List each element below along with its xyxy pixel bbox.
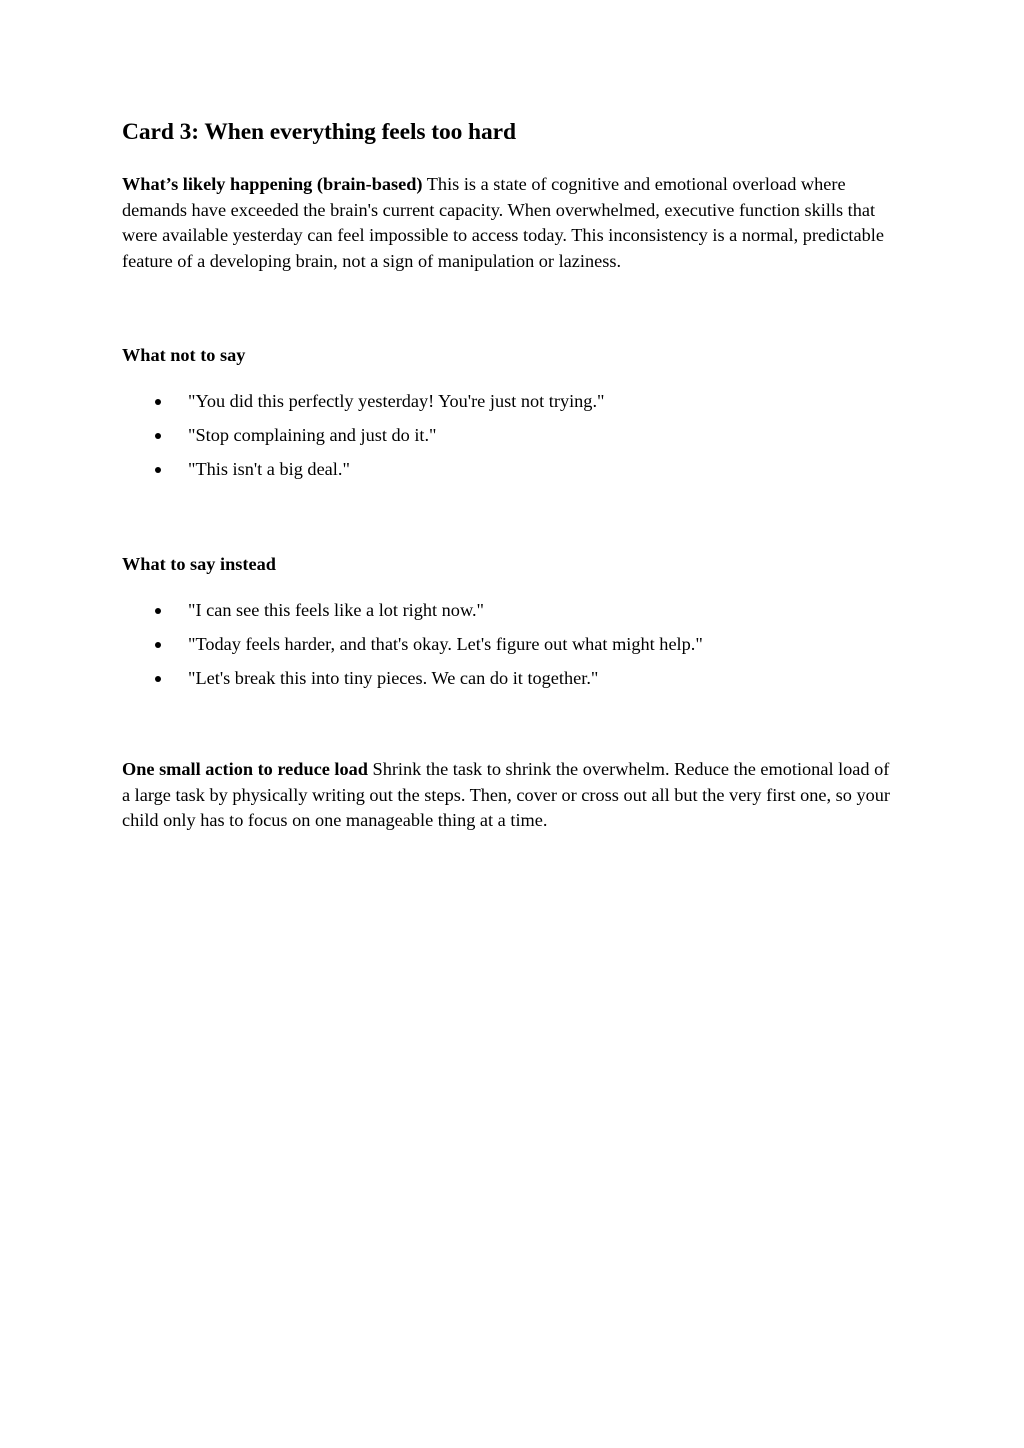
bullet-icon [155, 676, 161, 682]
list-item [122, 632, 895, 657]
list-item [122, 666, 895, 691]
closing-body-text: Shrink the task to shrink the overwhelm. Reduce the emotional load of a large task by physically writing out the steps. Then, cover or cross out all but the very first one, so your child only has to focus on one manageable thing at a time. [122, 759, 890, 831]
list-item [122, 423, 895, 448]
list-item-text: "Today feels harder, and that's okay. Let's figure out what might help." [188, 633, 703, 654]
section-heading-what-not-to-say: What not to say [122, 345, 246, 365]
page-title: Card 3: When everything feels too hard [122, 119, 516, 145]
bullet-icon [155, 399, 161, 405]
closing-lead-in: One small action to reduce load [122, 759, 368, 780]
closing-paragraph [122, 757, 895, 833]
list-item [122, 389, 895, 414]
list-item-text: "I can see this feels like a lot right now." [188, 600, 484, 621]
section-spacer [122, 691, 895, 757]
heading-spacer [122, 577, 895, 598]
bullet-icon [155, 642, 161, 648]
list-item [122, 598, 895, 623]
intro-body-text: This is a state of cognitive and emotional overload where demands have exceeded the brain's current capacity. When overwhelmed, executive function skills that were available yesterday can feel impossible to access today. This inconsistency is a normal, predictable feature of a developing brain, not a sign of manipulation or laziness. [122, 174, 884, 271]
what-not-to-say-list [122, 389, 895, 482]
section-heading-what-to-say-instead: What to say instead [122, 553, 276, 574]
heading-spacer [122, 368, 895, 389]
bullet-icon [155, 467, 161, 473]
list-item-text: "Let's break this into tiny pieces. We can do it together." [188, 667, 599, 688]
list-item [122, 457, 895, 482]
list-item-text: "Stop complaining and just do it." [188, 425, 437, 446]
list-item-text: "This isn't a big deal." [188, 459, 350, 480]
bullet-icon [155, 433, 161, 439]
bullet-icon [155, 608, 161, 614]
section-spacer [122, 483, 895, 552]
intro-paragraph [122, 172, 895, 274]
section-spacer [122, 274, 895, 343]
what-to-say-instead-list [122, 598, 895, 691]
intro-lead-in: What’s likely happening (brain-based) [122, 174, 423, 195]
list-item-text: "You did this perfectly yesterday! You're just not trying." [188, 391, 605, 412]
